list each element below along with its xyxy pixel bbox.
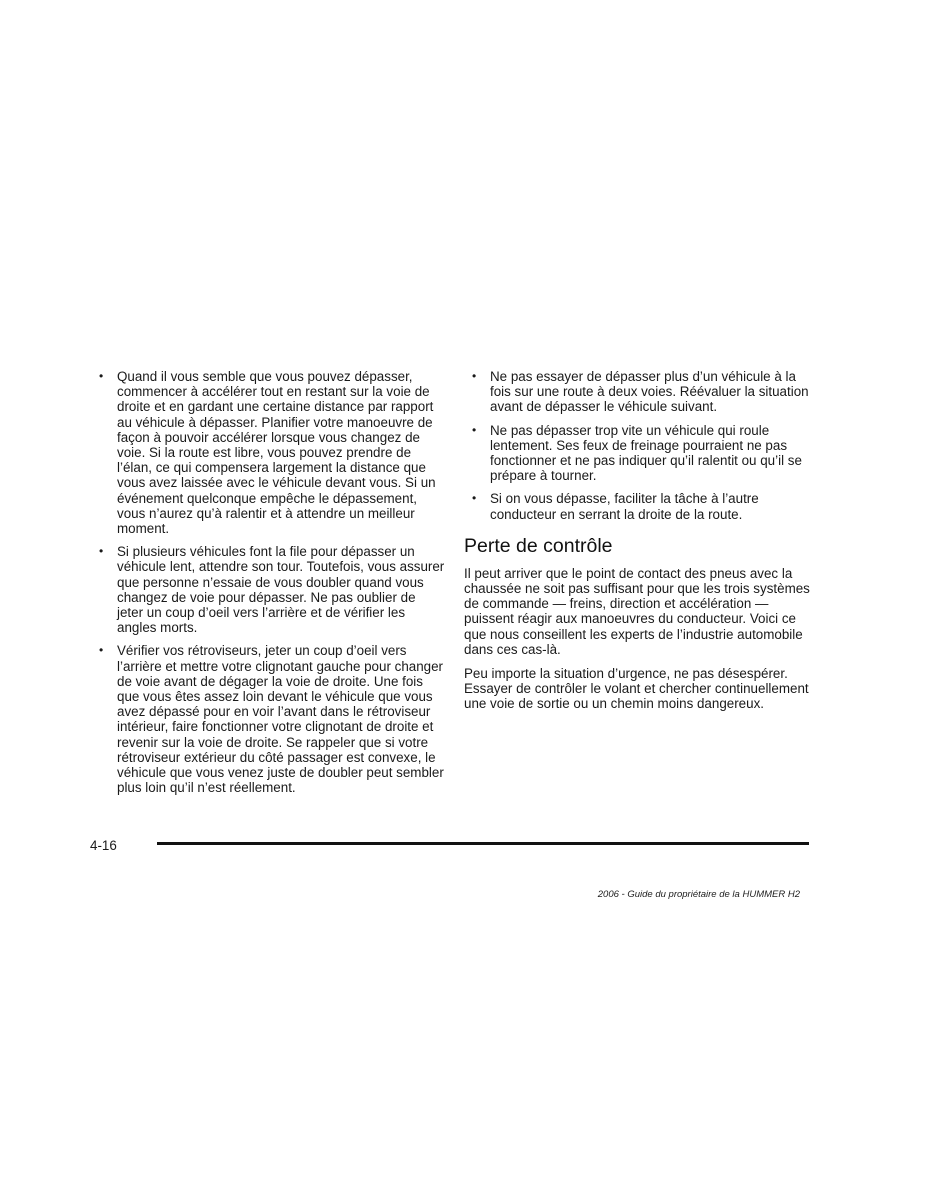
list-item — [99, 544, 445, 635]
list-item-text: Ne pas essayer de dépasser plus d’un véhicule à la fois sur une route à deux voies. Réévaluer la situation avant de dépasser le véhicule suivant. — [490, 369, 809, 415]
list-item — [99, 643, 445, 795]
bullet-icon: • — [99, 369, 104, 383]
list-item — [99, 369, 445, 536]
list-item-text: Ne pas dépasser trop vite un véhicule qui roule lentement. Ses feux de freinage pourraient ne pas fonctionner et ne pas indiquer qu’il ralentit ou qu’il se prépare à tourner. — [490, 422, 802, 484]
list-item — [472, 423, 817, 484]
list-item-text: Quand il vous semble que vous pouvez dépasser, commencer à accélérer tout en restant sur la voie de droite et en gardant une certaine distance par rapport au véhicule à dépasser. Planifier votre manoeuvre de façon à pouvoir accélérer lorsque vous changez de voie. Si la route est libre, vous pouvez prendre de l’élan, ce qui compensera largement la distance que vous avez laissée avec le véhicule devant vous. Si un événement quelconque empêche le dépassement, vous n’aurez qu’à ralentir et à attendre un meilleur moment. — [117, 369, 436, 537]
bullet-icon: • — [99, 544, 104, 559]
list-item-text: Si on vous dépasse, faciliter la tâche à l’autre conducteur en serrant la droite de la route. — [490, 491, 759, 522]
footer-rule — [157, 842, 809, 845]
footer-caption: 2006 - Guide du propriétaire de la HUMMER H2 — [597, 889, 800, 900]
bullet-icon: • — [472, 422, 477, 437]
section-heading: Perte de contrôle — [464, 534, 613, 557]
list-item-text: Vérifier vos rétroviseurs, jeter un coup d’oeil vers l’arrière et mettre votre clignotant gauche pour changer de voie avant de dégager la voie de droite. Une fois que vous êtes assez loin devant le véhicule que vous avez dépassé pour en voir l’avant dans le rétroviseur intérieur, faire fonctionner votre clignotant de droite et revenir sur la voie de droite. Se rappeler que si votre rétroviseur extérieur du côté passager est convexe, le véhicule que vous venez juste de doubler peut sembler plus loin qu’il n’est réellement. — [117, 643, 444, 796]
bullet-icon: • — [472, 369, 477, 383]
right-column — [464, 369, 817, 721]
bullet-list-right — [472, 369, 817, 522]
left-column — [99, 369, 445, 803]
bullet-list-left — [99, 369, 445, 795]
page-number: 4-16 — [90, 838, 117, 853]
bullet-icon: • — [472, 491, 477, 506]
list-item-text: Si plusieurs véhicules font la file pour dépasser un véhicule lent, attendre son tour. Toutefois, vous assurer que personne n’essaie de vous doubler quand vous changez de voie pour dépasser. Ne pas oublier de jeter un coup d’oeil vers l’arrière et de vérifier les angles morts. — [117, 544, 445, 636]
paragraph: Il peut arriver que le point de contact des pneus avec la chaussée ne soit pas suffisant pour que les trois systèmes de commande — freins, direction et accélération — puissent réagir aux manoeuvres du conducteur. Voici ce que nous conseillent les experts de l’industrie automobile dans ces cas-là. — [464, 565, 810, 657]
bullet-icon: • — [99, 643, 104, 658]
list-item — [472, 491, 817, 521]
list-item — [472, 369, 817, 415]
paragraph: Peu importe la situation d’urgence, ne pas désespérer. Essayer de contrôler le volant et chercher continuellement une voie de sortie ou un chemin moins dangereux. — [464, 666, 809, 712]
